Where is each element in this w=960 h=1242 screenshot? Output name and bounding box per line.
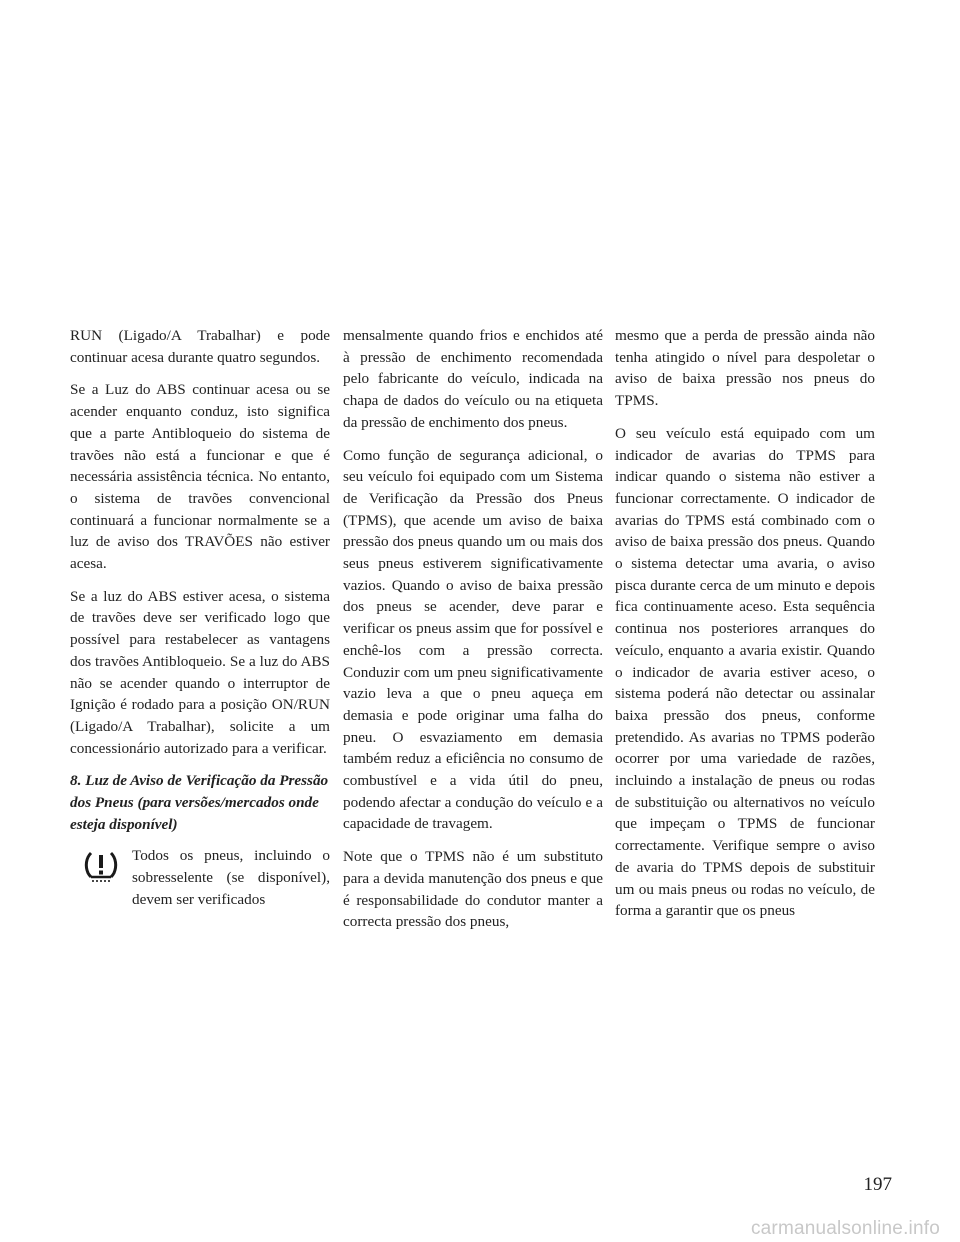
paragraph-abs-continued: RUN (Ligado/A Trabalhar) e pode continuar acesa durante quatro segundos. [70, 327, 330, 366]
tire-pressure-warning-icon [84, 849, 118, 883]
paragraph-abs-check: Se a luz do ABS estiver acesa, o sistema de travões deve ser verificado logo que possível para restabelecer as vantagens dos travões Antibloqueio. Se a luz do ABS não se acender quando o interruptor de Ignição é rodado para a posição ON/RUN (Ligado/A Trabalhar), solicite a um concessionário autorizado para a verificar. [70, 587, 330, 757]
watermark: carmanualsonline.info [750, 1218, 940, 1239]
paragraph-pressure-loss: mesmo que a perda de pressão ainda não tenha atingido o nível para despoletar o aviso de baixa pressão nos pneus do TPMS. [615, 327, 875, 410]
paragraph-tpms-description: Como função de segurança adicional, o seu veículo foi equipado com um Sistema de Verificação da Pressão dos Pneus (TPMS), que acende um aviso de baixa pressão dos pneus quando um ou mais dos seus pneus estiverem significativamente vazios. Quando o aviso de baixa pressão dos pneus se acender, deve parar e verificar os pneus assim que for possível e enchê-los com a pressão correcta. Conduzir com um pneu significativamente vazio leva a que o pneu aqueça em demasia e pode originar uma falha do pneu. O esvaziamento em demasia também reduz a eficiência no consumo de combustível e a vida útil do pneu, podendo afectar a condução do veículo e a capacidade de travagem. [343, 446, 603, 833]
paragraph-monthly-check: mensalmente quando frios e enchidos até à pressão de enchimento recomendada pelo fabricante do veículo, indicada na chapa de dados do veículo ou na etiqueta da pressão de enchimento dos pneus. [343, 327, 603, 431]
paragraph-tpms-not-substitute: Note que o TPMS não é um substituto para a devida manutenção dos pneus e que é responsabilidade do condutor manter a correcta pressão dos pneus, [343, 848, 603, 931]
tpms-intro-block [70, 845, 330, 911]
text-column-1 [70, 325, 330, 911]
paragraph-tpms-intro: Todos os pneus, incluindo o sobresselente (se disponível), devem ser verificados [132, 847, 330, 908]
page-number: 197 [863, 1174, 892, 1195]
section-heading-tpms: 8. Luz de Aviso de Verificação da Pressão dos Pneus (para versões/mercados onde esteja disponível) [70, 772, 329, 833]
paragraph-abs-light-on: Se a Luz do ABS continuar acesa ou se acender enquanto conduz, isto significa que a parte Antibloqueio do sistema de travões não está a funcionar e que é necessária assistência técnica. No entanto, o sistema de travões convencional continuará a funcionar normalmente se a luz de aviso dos TRAVÕES não estiver acesa. [70, 381, 330, 573]
text-column-2 [343, 325, 603, 944]
paragraph-tpms-malfunction: O seu veículo está equipado com um indicador de avarias do TPMS para indicar quando o sistema não estiver a funcionar correctamente. O indicador de avarias do TPMS está combinado com o aviso de baixa pressão dos pneus. Quando o sistema detectar uma avaria, o aviso pisca durante cerca de um minuto e depois fica continuamente aceso. Esta sequência continua nos posteriores arranques do veículo, enquanto a avaria existir. Quando o indicador de avaria estiver aceso, o sistema poderá não detectar ou assinalar baixa pressão dos pneus, conforme pretendido. As avarias no TPMS poderão ocorrer por uma variedade de razões, incluindo a instalação de pneus ou rodas de substituição ou alternativos no veículo que impeçam o TPMS de funcionar correctamente. Verifique sempre o aviso de avaria do TPMS depois de substituir um ou mais pneus ou rodas no veículo, de forma a garantir que os pneus [615, 424, 875, 920]
text-column-3 [615, 325, 875, 933]
